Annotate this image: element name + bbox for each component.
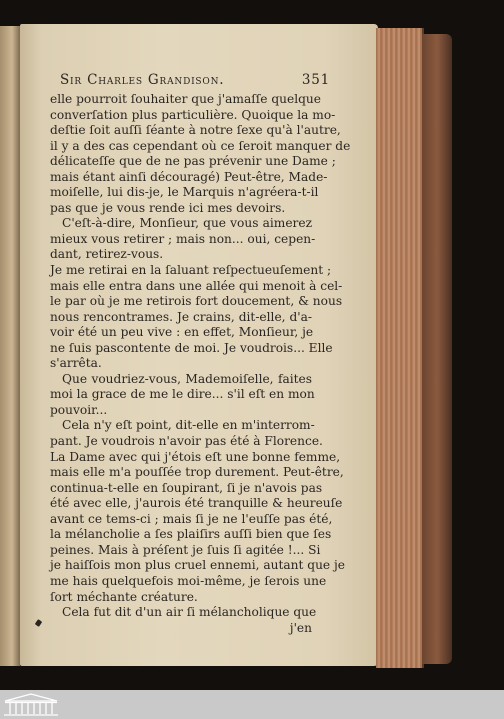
text-line: me hais quelquefois moi-même, je ſerois une — [50, 573, 327, 588]
text-line: mais elle m'a pouſſée trop durement. Peut-être, — [50, 465, 344, 480]
text-line: converſation plus particulière. Quoique la mo- — [50, 107, 336, 122]
text-line: Cela fut dit d'un air ſi mélancholique que — [62, 605, 317, 620]
running-head — [60, 72, 330, 92]
text-line: délicateſſe que de ne pas prévenir une Dame ; — [50, 154, 336, 169]
text-line: La Dame avec qui j'étois eſt une bonne femme, — [50, 449, 341, 464]
text-line: voir été un peu vive : en effet, Monſieur, je — [50, 325, 314, 340]
text-line: moi la grace de me le dire... s'il eſt en mon — [50, 387, 315, 402]
page-edges — [376, 28, 424, 668]
text-line: deſtie ſoit auſſi ſéante à notre ſexe qu'à l'autre, — [50, 123, 341, 138]
running-title: Sir Charles Grandison. — [60, 72, 225, 88]
text-line: Que voudriez-vous, Mademoiſelle, faites — [62, 371, 312, 386]
text-line: je haiſſois mon plus cruel ennemi, autant que je — [50, 558, 345, 573]
text-line: elle pourroit ſouhaiter que j'amaſſe quelque — [50, 92, 321, 106]
text-line: mais étant ainſi découragé) Peut-être, Made- — [50, 169, 328, 184]
text-line: avant ce tems-ci ; mais ſi je ne l'euſſe pas été, — [50, 511, 333, 526]
text-line: il y a des cas cependant où ce ſeroit manquer de — [50, 138, 351, 153]
text-line: nous rencontrames. Je crains, dit-elle, d'a- — [50, 309, 312, 324]
text-line: la mélancholie a ſes plaiſirs auſſi bien que ſes — [50, 527, 332, 542]
text-line: dant, retirez-vous. — [50, 247, 164, 262]
text-line: Cela n'y eſt point, dit-elle en m'interrom- — [62, 418, 315, 433]
footer-bar — [0, 690, 504, 719]
library-building-icon — [2, 691, 60, 718]
text-line: peines. Mais à préſent je ſuis ſi agitée !... Si — [50, 542, 321, 557]
text-line: continua-t-elle en ſoupirant, ſi je n'avois pas — [50, 480, 323, 495]
text-line: ſort méchante créature. — [50, 589, 198, 604]
left-page-edge — [0, 26, 20, 666]
text-line: le par où je me retirois fort doucement, & nous — [50, 294, 343, 309]
text-line: mieux vous retirer ; mais non... oui, cepen- — [50, 231, 316, 246]
text-line: pas que je vous rende ici mes devoirs. — [50, 200, 286, 215]
text-line: ne ſuis pascontente de moi. Je voudrois... Elle — [50, 340, 333, 355]
text-line: s'arrêta. — [50, 356, 102, 371]
text-line: Je me retirai en la ſaluant reſpectueuſement ; — [50, 263, 332, 278]
text-line: pouvoir... — [50, 402, 108, 417]
page-number: 351 — [301, 72, 330, 88]
body-text — [50, 92, 351, 636]
text-line: j'en — [289, 620, 312, 635]
text-line: pant. Je voudrois n'avoir pas été à Florence. — [50, 434, 323, 449]
text-line: mais elle entra dans une allée qui menoit à cel- — [50, 278, 343, 293]
text-line: été avec elle, j'aurois été tranquille & heureuſe — [50, 496, 343, 511]
text-line: C'eſt-à-dire, Monſieur, que vous aimerez — [62, 216, 312, 231]
text-line: moiſelle, lui dis-je, le Marquis n'agréera-t-il — [50, 185, 319, 200]
book-cover — [422, 34, 452, 664]
